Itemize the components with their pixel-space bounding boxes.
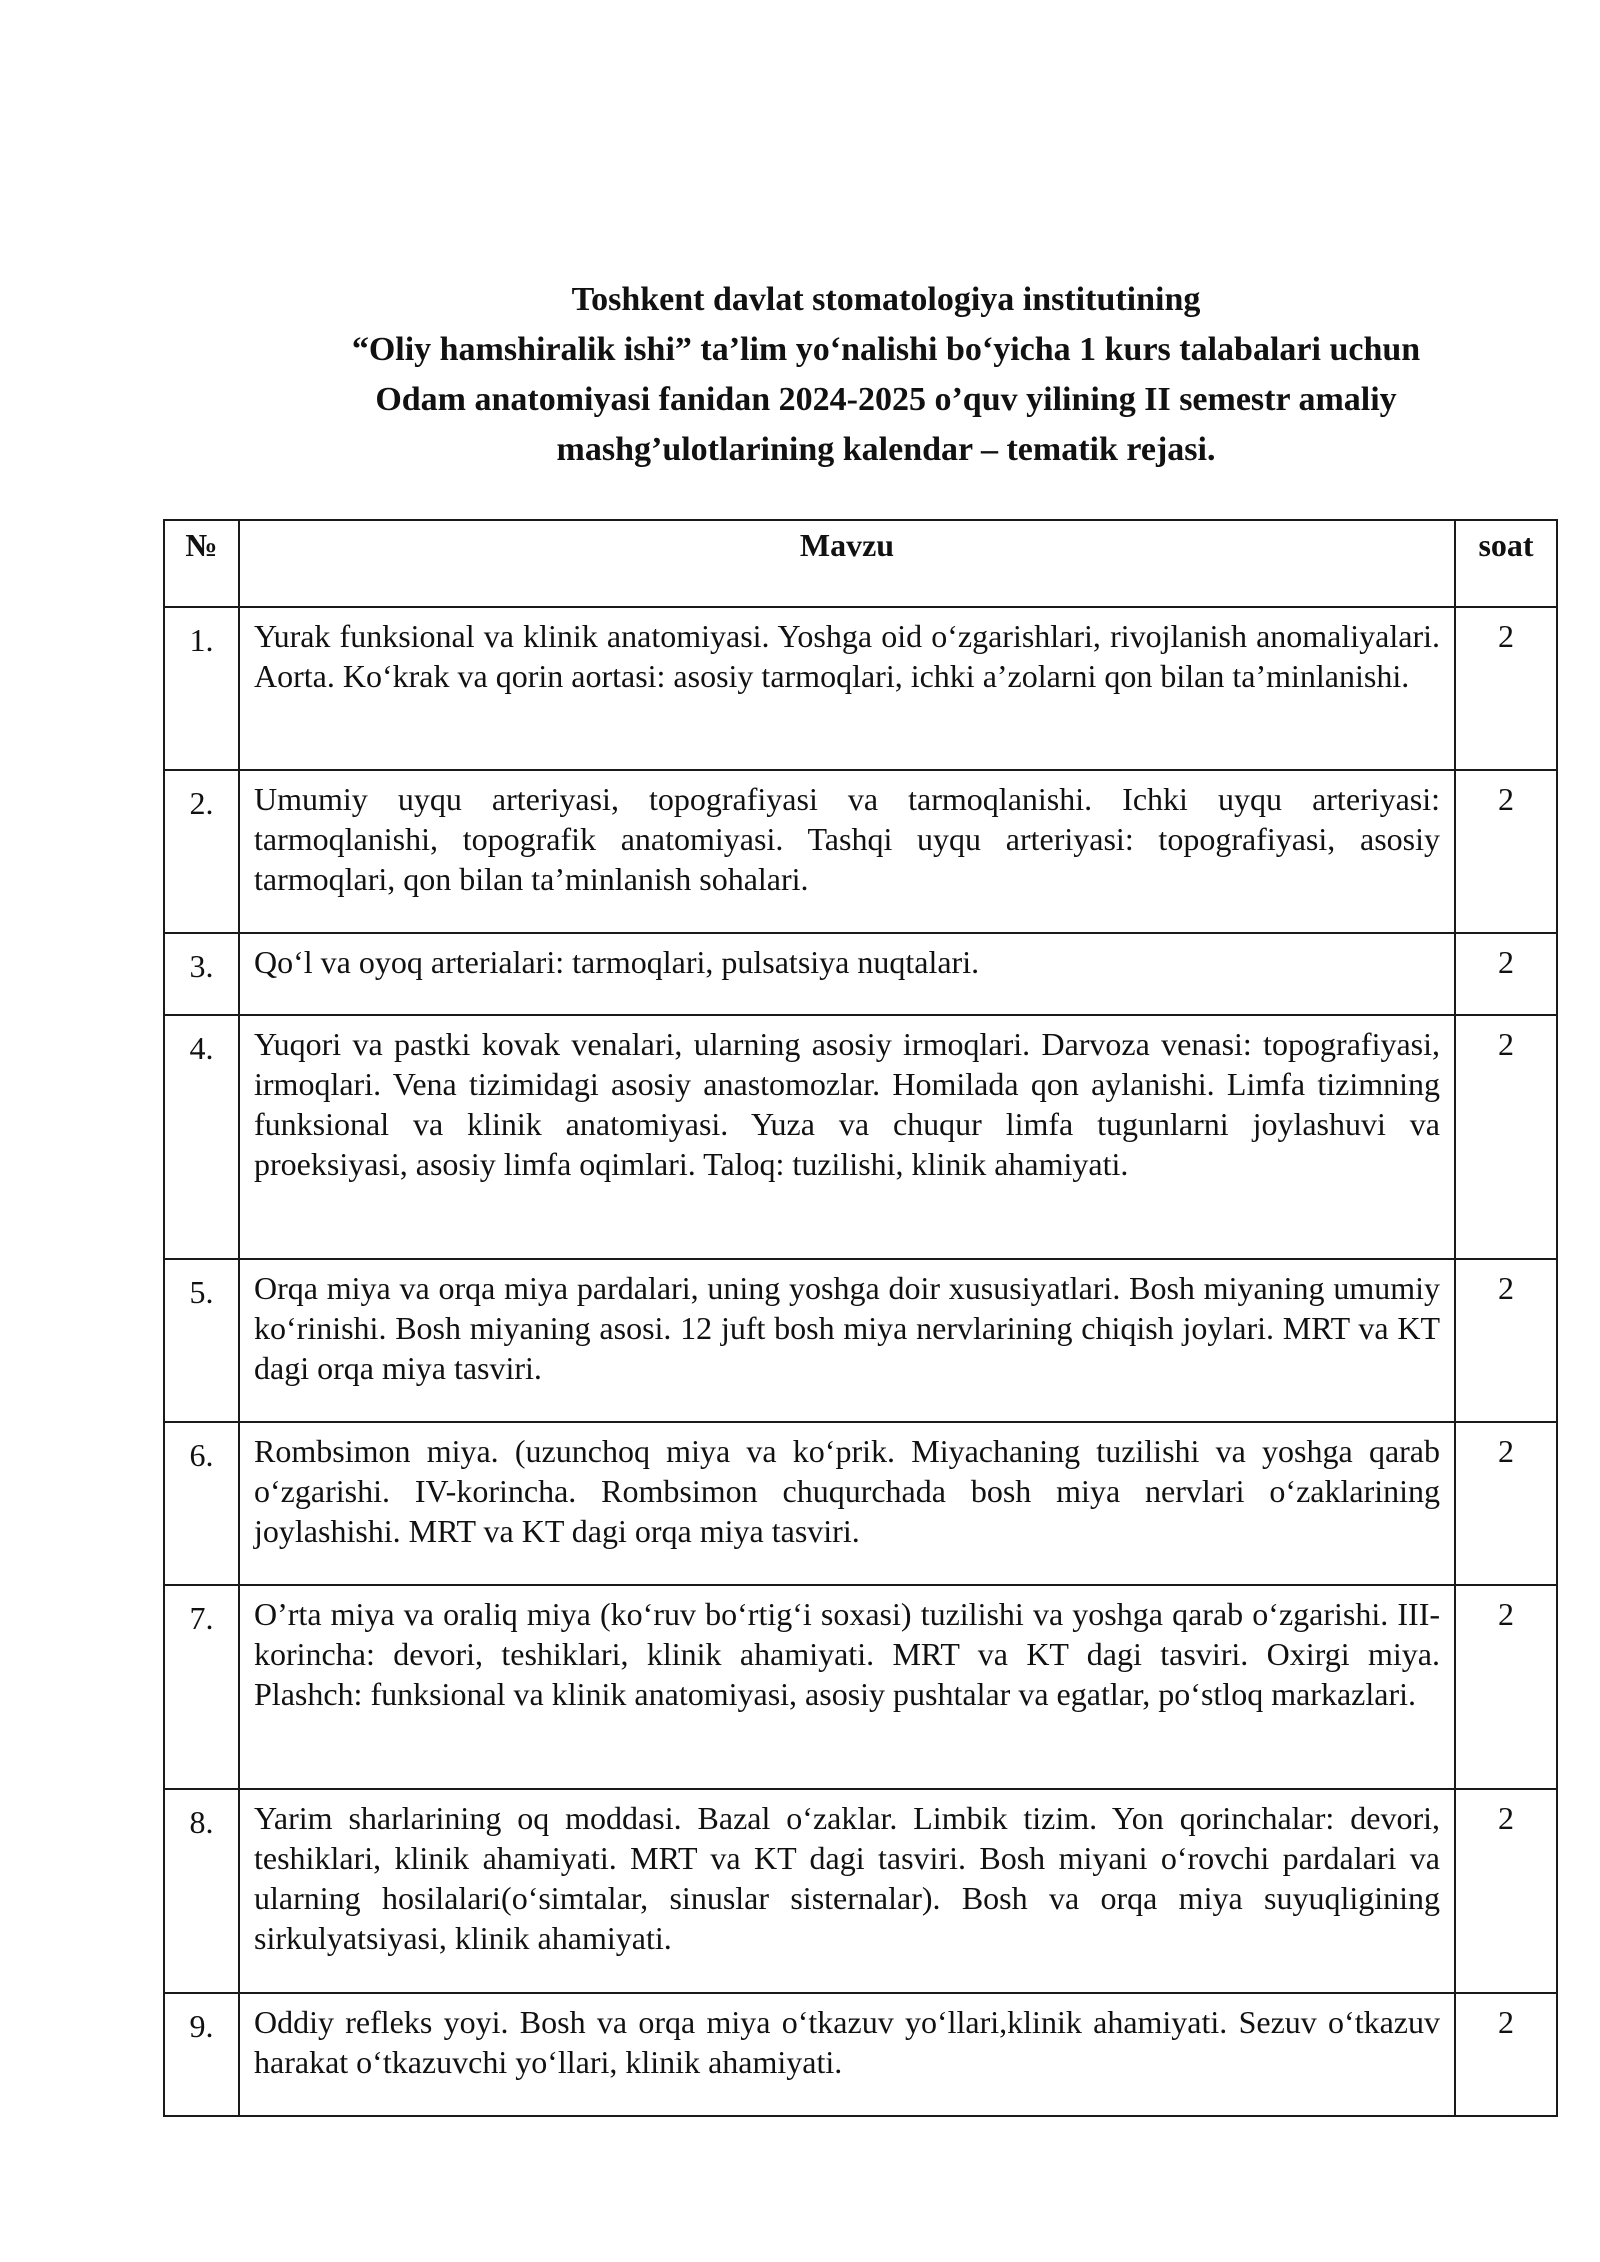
- title-line-3: Odam anatomiyasi fanidan 2024-2025 o’quv yilining II semestr amaliy: [375, 381, 1397, 418]
- row-topic: Umumiy uyqu arteriyasi, topografiyasi va tarmoqlanishi. Ichki uyqu arteriyasi: tarmoqlanishi, topografik anatomiyasi. Tashqi uyqu arteriyasi: topografiyasi, asosiy tarmoqlari, qon bilan ta’minlanish sohalari.: [239, 770, 1455, 933]
- table-row: [164, 1422, 1557, 1585]
- row-topic: Oddiy refleks yoyi. Bosh va orqa miya o‘tkazuv yo‘llari,klinik ahamiyati. Sezuv o‘tkazuv harakat o‘tkazuvchi yo‘llari, klinik ahamiyati.: [239, 1993, 1455, 2116]
- thematic-plan-table: [163, 519, 1558, 2117]
- row-hours: 2: [1455, 933, 1557, 1015]
- row-number: 5.: [164, 1259, 239, 1422]
- table-row: [164, 770, 1557, 933]
- table-row: [164, 1585, 1557, 1789]
- row-topic: Yarim sharlarining oq moddasi. Bazal o‘zaklar. Limbik tizim. Yon qorinchalar: devori, teshiklari, klinik ahamiyati. MRT va KT dagi tasviri. Bosh miyani o‘rovchi pardalari va ularning hosilalari(o‘simtalar, sinuslar sisternalar). Bosh va orqa miya suyuqligining sirkulyatsiyasi, klinik ahamiyati.: [239, 1789, 1455, 1993]
- row-number: 8.: [164, 1789, 239, 1993]
- row-number: 9.: [164, 1993, 239, 2116]
- column-header-topic: Mavzu: [239, 520, 1455, 607]
- row-topic: Yuqori va pastki kovak venalari, ularning asosiy irmoqlari. Darvoza venasi: topografiyasi, irmoqlari. Vena tizimidagi asosiy anastomozlar. Homilada qon aylanishi. Limfa tizimning funksional va klinik anatomiyasi. Yuza va chuqur limfa tugunlarni joylashuvi va proeksiyasi, asosiy limfa oqimlari. Taloq: tuzilishi, klinik ahamiyati.: [239, 1015, 1455, 1259]
- row-hours: 2: [1455, 1422, 1557, 1585]
- column-header-hours: soat: [1455, 520, 1557, 607]
- row-hours: 2: [1455, 770, 1557, 933]
- table-header-row: [164, 520, 1557, 607]
- row-number: 1.: [164, 607, 239, 770]
- row-number: 3.: [164, 933, 239, 1015]
- row-hours: 2: [1455, 1259, 1557, 1422]
- table-row: [164, 607, 1557, 770]
- row-topic: Orqa miya va orqa miya pardalari, uning yoshga doir xususiyatlari. Bosh miyaning umumiy ko‘rinishi. Bosh miyaning asosi. 12 juft bosh miya nervlarining chiqish joylari. MRT va KT dagi orqa miya tasviri.: [239, 1259, 1455, 1422]
- title-line-2: “Oliy hamshiralik ishi” ta’lim yo‘nalishi bo‘yicha 1 kurs talabalari uchun: [351, 331, 1421, 368]
- row-number: 7.: [164, 1585, 239, 1789]
- row-number: 6.: [164, 1422, 239, 1585]
- page-title: [250, 275, 1522, 475]
- row-topic: O’rta miya va oraliq miya (ko‘ruv bo‘rtig‘i soxasi) tuzilishi va yoshga qarab o‘zgarishi. III-korincha: devori, teshiklari, klinik ahamiyati. MRT va KT dagi tasviri. Oxirgi miya. Plashch: funksional va klinik anatomiyasi, asosiy pushtalar va egatlar, po‘stloq markazlari.: [239, 1585, 1455, 1789]
- row-number: 4.: [164, 1015, 239, 1259]
- row-hours: 2: [1455, 607, 1557, 770]
- table-row: [164, 1259, 1557, 1422]
- column-header-number: №: [164, 520, 239, 607]
- title-line-4: mashg’ulotlarining kalendar – tematik rejasi.: [556, 431, 1216, 468]
- row-hours: 2: [1455, 1585, 1557, 1789]
- row-topic: Yurak funksional va klinik anatomiyasi. Yoshga oid o‘zgarishlari, rivojlanish anomaliyalari. Aorta. Ko‘krak va qorin aortasi: asosiy tarmoqlari, ichki a’zolarni qon bilan ta’minlanishi.: [239, 607, 1455, 770]
- row-number: 2.: [164, 770, 239, 933]
- table-row: [164, 1789, 1557, 1993]
- title-line-1: Toshkent davlat stomatologiya institutining: [571, 281, 1201, 318]
- row-hours: 2: [1455, 1015, 1557, 1259]
- table-row: [164, 933, 1557, 1015]
- table-row: [164, 1015, 1557, 1259]
- row-topic: Qo‘l va oyoq arterialari: tarmoqlari, pulsatsiya nuqtalari.: [239, 933, 1455, 1015]
- row-topic: Rombsimon miya. (uzunchoq miya va ko‘prik. Miyachaning tuzilishi va yoshga qarab o‘zgarishi. IV-korincha. Rombsimon chuqurchada bosh miya nervlari o‘zaklarining joylashishi. MRT va KT dagi orqa miya tasviri.: [239, 1422, 1455, 1585]
- table-row: [164, 1993, 1557, 2116]
- row-hours: 2: [1455, 1993, 1557, 2116]
- row-hours: 2: [1455, 1789, 1557, 1993]
